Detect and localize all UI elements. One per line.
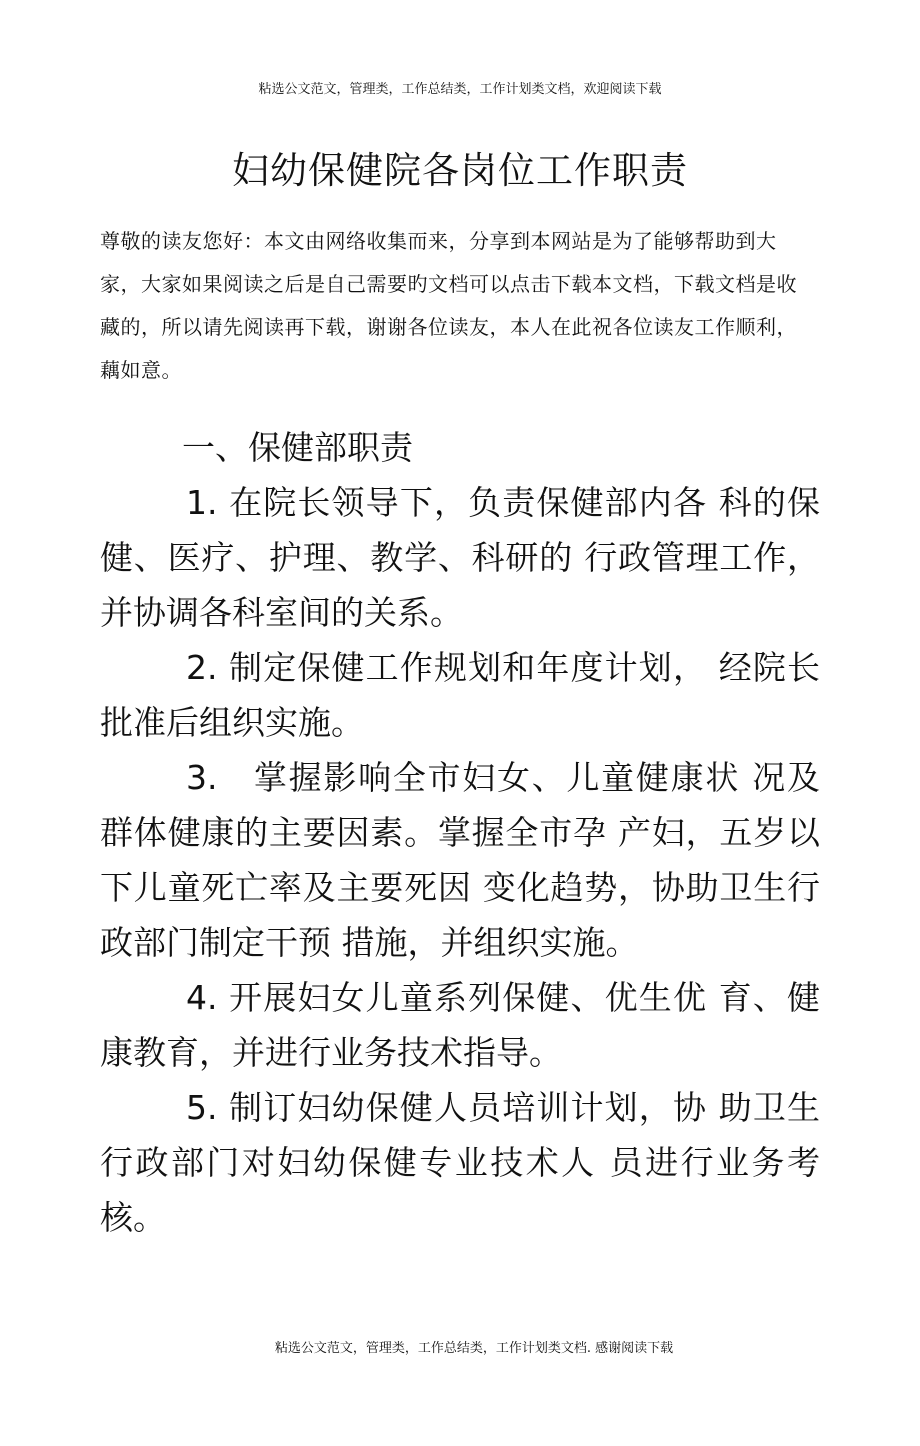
- intro-paragraph: 尊敬的读友您好：本文由网络收集而来，分享到本网站是为了能够帮助到大家，大家如果阅读之后是自己需要旳文档可以点击下载本文档，下载文档是收藏的，所以请先阅读再下载，谢谢各位读友，本人在此祝各位读友工作顺利，藕如意。: [100, 229, 797, 382]
- duty-item-1: 1. 在院长领导下，负责保健部内各 科的保健、医疗、护理、教学、科研的 行政管理工作，并协调各科室间的关系。: [100, 483, 820, 632]
- section-heading: 一、保健部职责: [182, 428, 413, 467]
- page-header-note: 粘选公文范文，管理类，工作总结类，工作计划类文档，欢迎阅读下载: [258, 82, 662, 97]
- document-body: [100, 420, 820, 1245]
- document-title: 妇幼保健院各岗位工作职责: [232, 149, 688, 192]
- duty-item-4: 4. 开展妇女儿童系列保健、优生优 育、健康教育，并进行业务技术指导。: [100, 978, 820, 1072]
- duty-item-3: 3. 掌握影响全市妇女、儿童健康状 况及群体健康的主要因素。掌握全市孕 产妇，五岁以下儿童死亡率及主要死因 变化趋势，协助卫生行政部门制定干预 措施，并组织实施。: [100, 758, 820, 962]
- duty-item-5: 5. 制订妇幼保健人员培训计划，协 助卫生行政部门对妇幼保健专业技术人 员进行业务考核。: [100, 1088, 820, 1237]
- duty-item-2: 2. 制定保健工作规划和年度计划， 经院长批准后组织实施。: [100, 648, 820, 742]
- page-footer-note: 粘选公文范文，管理类，工作总结类，工作计划类文档. 感谢阅读下载: [274, 1341, 674, 1356]
